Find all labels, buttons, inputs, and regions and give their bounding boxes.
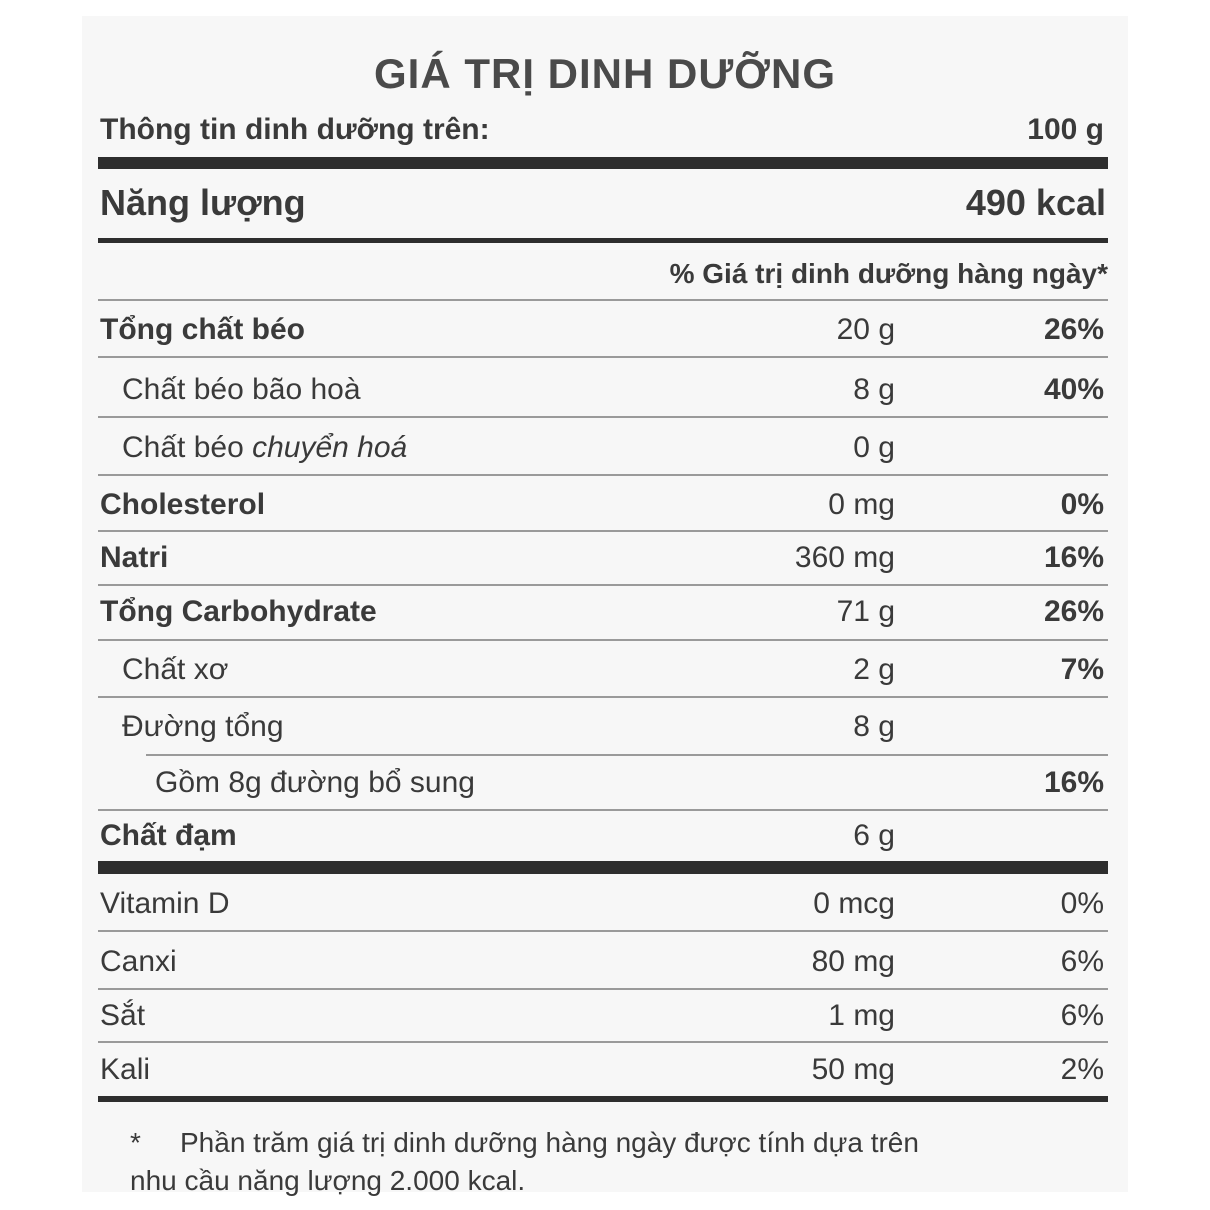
nutrient-amount: 6 g [853,819,895,852]
vitamin-row [82,886,1128,922]
nutrient-amount: 20 g [836,313,895,346]
vitamin-name: Canxi [100,945,177,978]
nutrient-amount: 0 g [853,431,895,464]
row-divider [98,809,1108,811]
energy-row [82,182,1128,224]
vitamin-dv: 6% [1060,945,1104,978]
thick-divider [98,861,1108,874]
nutrient-name: Natri [100,541,169,574]
nutrient-dv: 16% [1043,541,1104,574]
energy-value: 490 kcal [965,182,1106,223]
vitamin-amount: 50 mg [811,1053,895,1086]
nutrient-amount: 0 mg [828,488,895,521]
nutrient-dv: 26% [1043,313,1104,346]
nutrient-name: Cholesterol [100,488,266,521]
nutrient-name: Đường tổng [122,710,284,743]
nutrient-dv: 0% [1060,488,1104,521]
vitamin-row [82,1052,1128,1088]
vitamin-amount: 0 mcg [813,887,895,920]
nutrient-row [82,372,1128,408]
vitamin-name: Vitamin D [100,887,230,920]
vitamin-amount: 80 mg [811,945,895,978]
vitamin-row [82,944,1128,980]
row-divider [98,356,1108,358]
thick-divider [98,157,1108,169]
nutrient-amount: 2 g [853,653,895,686]
vitamin-dv: 6% [1060,999,1104,1032]
row-divider [98,530,1108,532]
dv-header: % Giá trị dinh dưỡng hàng ngày* [669,258,1108,289]
nutrient-dv: 7% [1060,653,1104,686]
serving-value: 100 g [1027,113,1104,146]
serving-row [82,112,1128,148]
row-divider [98,474,1108,476]
vitamin-dv: 0% [1060,887,1104,920]
nutrient-name: Gồm 8g đường bổ sung [155,766,475,799]
nutrient-row [82,487,1128,523]
nutrient-name: Tổng Carbohydrate [100,595,377,628]
row-divider [98,1041,1108,1043]
nutrient-row [82,709,1128,745]
serving-label: Thông tin dinh dưỡng trên: [100,113,490,146]
nutrient-row [82,818,1128,854]
nutrient-name-prefix: Chất béo [122,431,253,464]
nutrient-amount: 8 g [853,710,895,743]
row-divider [98,696,1108,698]
nutrient-dv: 16% [1043,766,1104,799]
nutrient-name-italic: chuyển hoá [252,431,408,464]
label-title: GIÁ TRỊ DINH DƯỠNG [374,50,836,97]
nutrient-name: Tổng chất béo [100,313,305,346]
row-divider [98,299,1108,301]
vitamin-row [82,998,1128,1034]
row-divider [146,754,1108,756]
medium-divider [98,238,1108,243]
nutrient-dv: 40% [1043,373,1104,406]
nutrient-name: Chất đạm [100,819,237,852]
footnote [130,1124,1090,1200]
vitamin-name: Kali [100,1053,151,1086]
nutrient-amount: 8 g [853,373,895,406]
nutrient-amount: 71 g [836,595,895,628]
nutrient-row [82,652,1128,688]
nutrient-name [122,430,407,466]
row-divider [98,584,1108,586]
footnote-asterisk: * [130,1127,141,1158]
nutrition-facts-label [82,16,1128,1196]
nutrient-dv: 26% [1043,595,1104,628]
dv-header-row [82,256,1128,292]
row-divider [98,416,1108,418]
footnote-line-2: nhu cầu năng lượng 2.000 kcal. [130,1165,526,1196]
nutrient-name: Chất béo bão hoà [122,373,361,406]
nutrient-row [82,594,1128,630]
nutrient-name: Chất xơ [122,653,229,686]
nutrient-row [82,312,1128,348]
footnote-line-1: Phần trăm giá trị dinh dưỡng hàng ngày được tính dựa trên [180,1127,919,1158]
energy-label: Năng lượng [100,182,306,223]
vitamin-dv: 2% [1060,1053,1104,1086]
nutrient-row [82,430,1128,466]
row-divider [98,930,1108,932]
row-divider [98,988,1108,990]
nutrient-row [82,540,1128,576]
nutrient-row [82,765,1128,801]
row-divider [98,639,1108,641]
vitamin-amount: 1 mg [828,999,895,1032]
vitamin-name: Sắt [100,999,146,1032]
medium-divider [98,1096,1108,1102]
nutrient-amount: 360 mg [794,541,895,574]
